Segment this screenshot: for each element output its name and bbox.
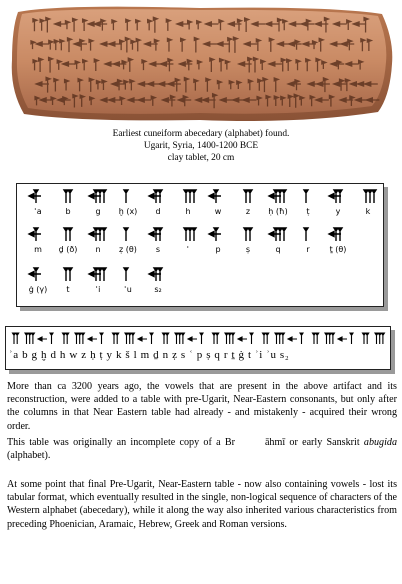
sign-label: q xyxy=(275,245,281,254)
sign-label: ʾu xyxy=(124,285,132,294)
cuneiform-sign-icon xyxy=(237,226,259,242)
sign-label: ʿ xyxy=(186,245,190,254)
caption-origin: Ugarit, Syria, 1400-1200 BCE xyxy=(143,141,259,151)
image-caption xyxy=(0,128,402,164)
sign-label: w xyxy=(214,207,222,216)
sign-label: ʾa xyxy=(34,207,42,216)
cuneiform-sign-icon xyxy=(297,226,319,242)
sign-label: ġ (γ) xyxy=(28,285,48,294)
sign-label: s xyxy=(155,245,161,254)
sign-label: ʾi xyxy=(95,285,101,294)
cuneiform-sign-icon xyxy=(177,226,199,242)
cuneiform-sign-icon xyxy=(207,188,229,204)
paragraph-1: More than ca 3200 years ago, the vowels that are present in the above artifact and its reconstruction, were added to a table with pre-Ugarit, Near-Eastern consonants, but only after the columns in that Near Eastern table had already - and mistakenly - acquired their wrong order. xyxy=(7,381,397,432)
sign-row-2 xyxy=(17,226,383,256)
strip-letter-labels: ʾa b g ḫ d h w z ḥ ṭ y k š l m ḏ n ẓ s ʿ p ṣ q r ṯ ġ t ʾi ʾu s₂ xyxy=(9,349,290,361)
sign-label: ḏ (ð) xyxy=(58,245,78,254)
sign-label: s₂ xyxy=(154,285,162,294)
cuneiform-sign-icon xyxy=(327,188,349,204)
clay-tablet-image xyxy=(0,0,402,128)
sign-label: m xyxy=(34,245,42,254)
sign-label: g xyxy=(95,207,101,216)
sign-label: h xyxy=(185,207,191,216)
paragraph-2-part-c: (alphabet). xyxy=(7,450,51,462)
cuneiform-sign-icon xyxy=(147,266,169,282)
sign-cell xyxy=(323,226,353,256)
cuneiform-sign-icon xyxy=(27,226,49,242)
sign-label: ṣ xyxy=(245,245,251,254)
cuneiform-sign-icon xyxy=(177,188,199,204)
sign-row-1 xyxy=(17,188,383,218)
paragraph-3: At some point that final Pre-Ugarit, Near-Eastern table - now also containing vowels - lost its tabular format, which eventually resulted in the single, non-logical sequence of characters of the Western alphabet (abecedary), while it along the way also inherited various characteristics from preceding Phoenician, Aramaic, Hebrew, Greek and Roman versions. xyxy=(7,479,397,530)
cuneiform-sign-icon xyxy=(87,266,109,282)
cuneiform-sign-table xyxy=(16,183,384,307)
cuneiform-sign-icon xyxy=(267,188,289,204)
cuneiform-sign-icon xyxy=(57,266,79,282)
cuneiform-sign-icon xyxy=(327,226,349,242)
alphabet-strip xyxy=(5,326,391,370)
paragraph-2 xyxy=(7,436,397,462)
sign-label: t xyxy=(66,285,70,294)
cuneiform-sign-icon xyxy=(27,266,49,282)
cuneiform-sign-icon xyxy=(117,266,139,282)
sign-label: y xyxy=(335,207,341,216)
sign-label: p xyxy=(215,245,221,254)
caption-title: Earliest cuneiform abecedary (alphabet) found. xyxy=(112,129,290,139)
cuneiform-sign-icon xyxy=(57,188,79,204)
cuneiform-sign-icon xyxy=(207,226,229,242)
cuneiform-sign-icon xyxy=(267,226,289,242)
sign-label: z xyxy=(245,207,251,216)
cuneiform-sign-icon xyxy=(357,188,379,204)
sign-label: ḫ (x) xyxy=(118,207,138,216)
strip-cuneiform-signs xyxy=(10,332,388,346)
cuneiform-sign-icon xyxy=(297,188,319,204)
cuneiform-sign-icon xyxy=(57,226,79,242)
caption-material: clay tablet, 20 cm xyxy=(167,153,235,163)
sign-label: ṭ xyxy=(306,207,310,216)
cuneiform-sign-icon xyxy=(117,226,139,242)
sign-cell xyxy=(353,188,383,218)
paragraph-2-abugida: abugida xyxy=(363,437,397,448)
cuneiform-sign-icon xyxy=(117,188,139,204)
cuneiform-sign-icon xyxy=(147,188,169,204)
sign-label: n xyxy=(95,245,101,254)
cuneiform-sign-icon xyxy=(87,226,109,242)
cuneiform-sign-icon xyxy=(237,188,259,204)
cuneiform-sign-icon xyxy=(147,226,169,242)
sign-label: ḥ (ħ) xyxy=(268,207,288,216)
sign-label: d xyxy=(155,207,161,216)
sign-label: k xyxy=(365,207,371,216)
cuneiform-sign-icon xyxy=(87,188,109,204)
sign-label: r xyxy=(306,245,310,254)
sign-label: ẓ (θ) xyxy=(119,245,137,254)
paragraph-2-part-b: āhmī or early Sanskrit xyxy=(264,437,360,448)
cuneiform-sign-icon xyxy=(27,188,49,204)
sign-label: b xyxy=(65,207,71,216)
sign-cell xyxy=(143,266,173,296)
sign-label: ṯ (θ) xyxy=(329,245,347,254)
paragraph-2-part-a: This table was originally an incomplete copy of a Br xyxy=(7,437,235,448)
sign-row-3 xyxy=(17,266,383,296)
